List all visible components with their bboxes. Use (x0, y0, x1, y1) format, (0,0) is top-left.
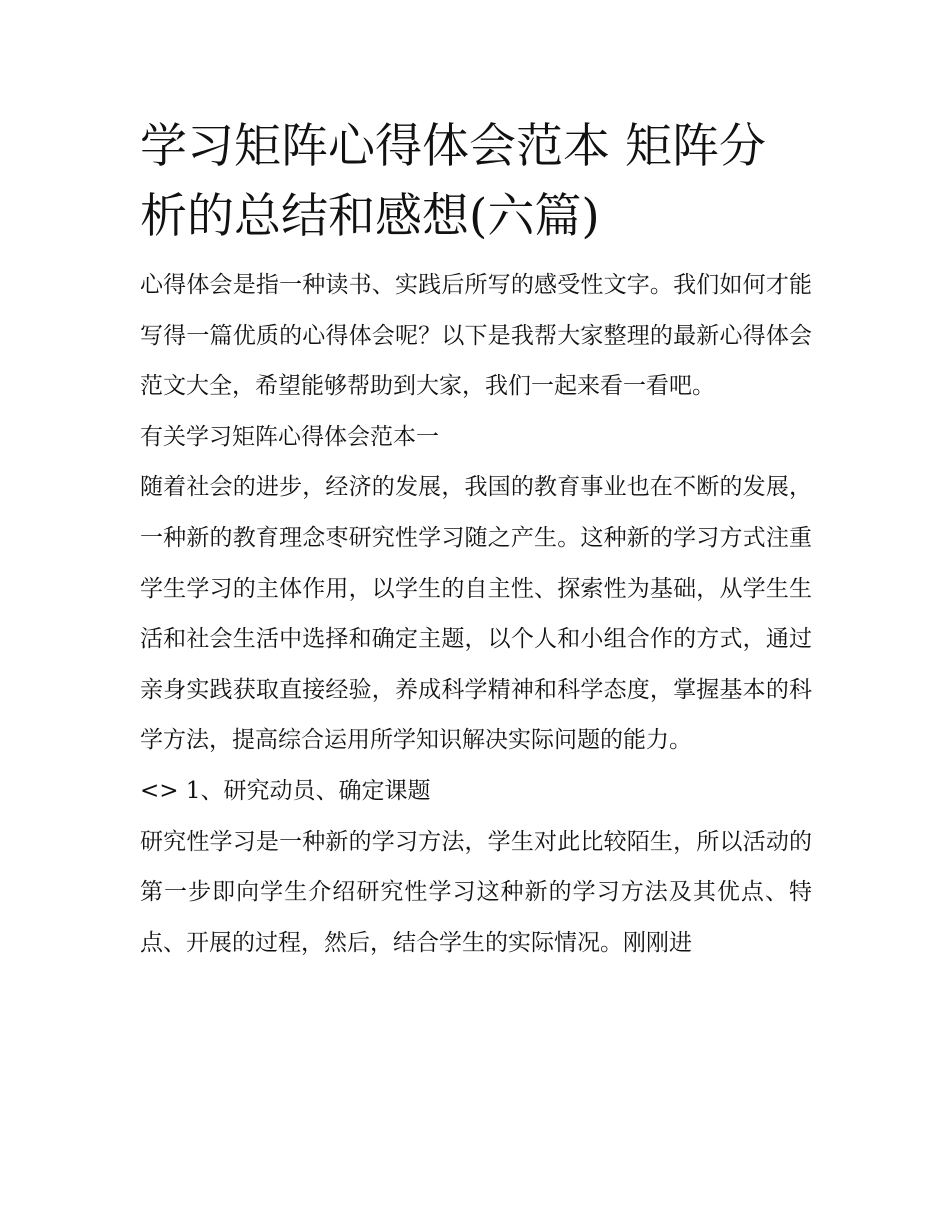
intro-paragraph: 心得体会是指一种读书、实践后所写的感受性文字。我们如何才能写得一篇优质的心得体会呢？以下是我帮大家整理的最新心得体会范文大全，希望能够帮助到大家，我们一起来看一看吧。 (140, 272, 812, 400)
body-paragraph: 随着社会的进步，经济的发展，我国的教育事业也在不断的发展，一种新的教育理念枣研究性学习随之产生。这种新的学习方式注重学生学习的主体作用，以学生的自主性、探索性为基础，从学生生活和社会生活中选择和确定主题，以个人和小组合作的方式，通过亲身实践获取直接经验，养成科学精神和科学态度，掌握基本的科学方法，提高综合运用所学知识解决实际问题的能力。 (140, 474, 812, 754)
section-heading: 有关学习矩阵心得体会范本一 (140, 423, 439, 450)
body-paragraph-continued: 研究性学习是一种新的学习方法，学生对此比较陌生，所以活动的第一步即向学生介绍研究性学习这种新的学习方法及其优点、特点、开展的过程，然后，结合学生的实际情况。刚刚进 (140, 828, 812, 956)
document-body (140, 112, 812, 968)
document-title: 学习矩阵心得体会范本 矩阵分析的总结和感想(六篇) (140, 119, 766, 244)
subsection-heading: <> 1、研究动员、确定课题 (140, 777, 431, 804)
